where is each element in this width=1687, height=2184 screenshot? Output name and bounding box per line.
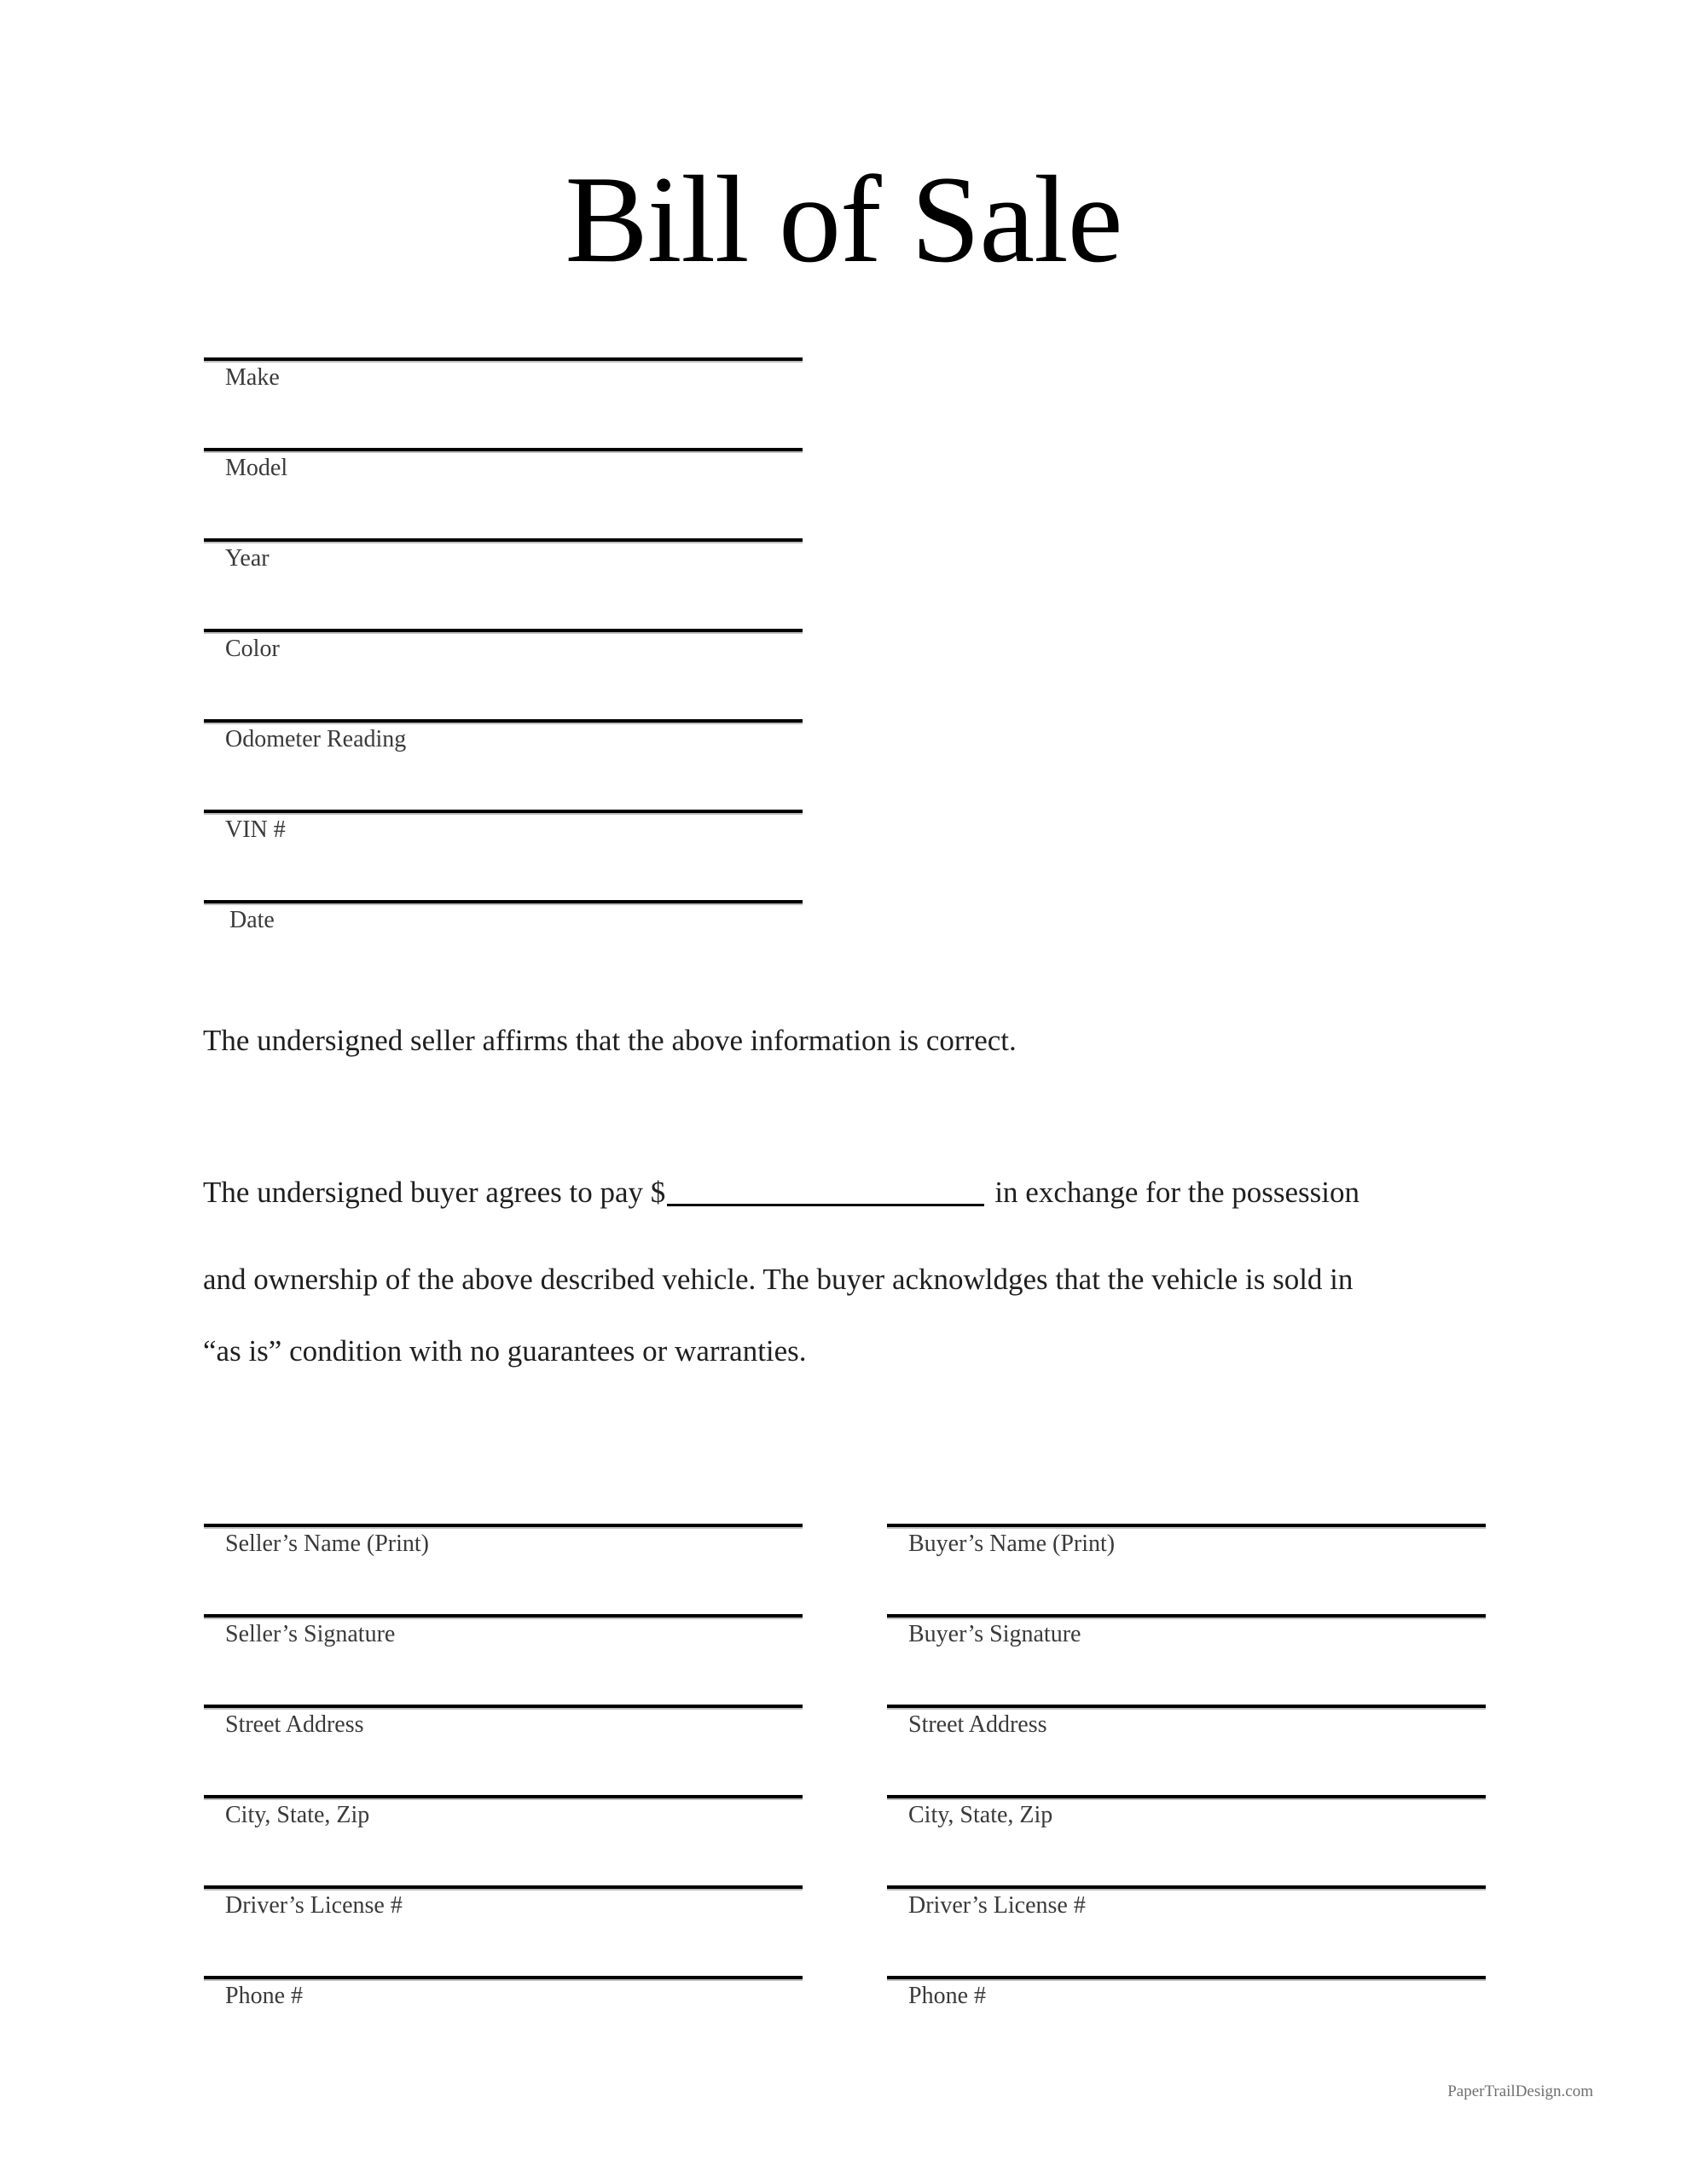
- seller-city-state-zip-field: [204, 1795, 803, 1830]
- seller-drivers-license-field: [204, 1885, 803, 1920]
- buyer-phone-label: Phone #: [908, 1983, 986, 2009]
- footer-credit: PaperTrailDesign.com: [1447, 2082, 1593, 2100]
- field-model-label: Model: [225, 455, 288, 481]
- seller-name-field: [204, 1524, 803, 1559]
- buyer-agreement-line1: [203, 1175, 1359, 1211]
- buyer-name-field: [887, 1524, 1486, 1559]
- buyer-signature-label: Buyer’s Signature: [908, 1621, 1081, 1647]
- seller-name-label: Seller’s Name (Print): [225, 1531, 429, 1557]
- buyer-drivers-license-label: Driver’s License #: [908, 1892, 1086, 1919]
- buyer-street-address-field: [887, 1705, 1486, 1740]
- page-title: Bill of Sale: [565, 150, 1122, 288]
- field-make-label: Make: [225, 364, 280, 391]
- field-date: [204, 900, 803, 935]
- buyer-agreement-line3: “as is” condition with no guarantees or warranties.: [203, 1334, 807, 1368]
- seller-phone-field: [204, 1976, 803, 2011]
- field-model: [204, 448, 803, 483]
- seller-signature-label: Seller’s Signature: [225, 1621, 396, 1647]
- seller-street-address-label: Street Address: [225, 1711, 364, 1738]
- buyer-drivers-license-field: [887, 1885, 1486, 1920]
- field-color: [204, 629, 803, 664]
- amount-blank-field[interactable]: [667, 1178, 984, 1206]
- field-color-label: Color: [225, 636, 280, 662]
- buyer-city-state-zip-label: City, State, Zip: [908, 1802, 1053, 1828]
- field-vin-label: VIN #: [225, 816, 286, 843]
- seller-street-address-field: [204, 1705, 803, 1740]
- seller-affirmation-text: The undersigned seller affirms that the above information is correct.: [203, 1024, 1017, 1057]
- buyer-city-state-zip-field: [887, 1795, 1486, 1830]
- buyer-pay-prefix-text: The undersigned buyer agrees to pay $: [203, 1176, 666, 1209]
- buyer-signature-field: [887, 1614, 1486, 1649]
- seller-city-state-zip-label: City, State, Zip: [225, 1802, 370, 1828]
- buyer-pay-suffix-text: in exchange for the possession: [994, 1176, 1359, 1209]
- buyer-name-label: Buyer’s Name (Print): [908, 1531, 1116, 1557]
- seller-signature-field: [204, 1614, 803, 1649]
- field-odometer: [204, 719, 803, 754]
- field-vin: [204, 810, 803, 845]
- field-odometer-label: Odometer Reading: [225, 726, 407, 752]
- buyer-agreement-line2: and ownership of the above described vehicle. The buyer acknowldges that the vehicle is sold in: [203, 1263, 1354, 1296]
- field-year-label: Year: [225, 545, 270, 572]
- field-make: [204, 357, 803, 392]
- buyer-phone-field: [887, 1976, 1486, 2011]
- buyer-street-address-label: Street Address: [908, 1711, 1047, 1738]
- field-year: [204, 538, 803, 573]
- field-date-label: Date: [229, 907, 275, 933]
- seller-drivers-license-label: Driver’s License #: [225, 1892, 403, 1919]
- seller-phone-label: Phone #: [225, 1983, 303, 2009]
